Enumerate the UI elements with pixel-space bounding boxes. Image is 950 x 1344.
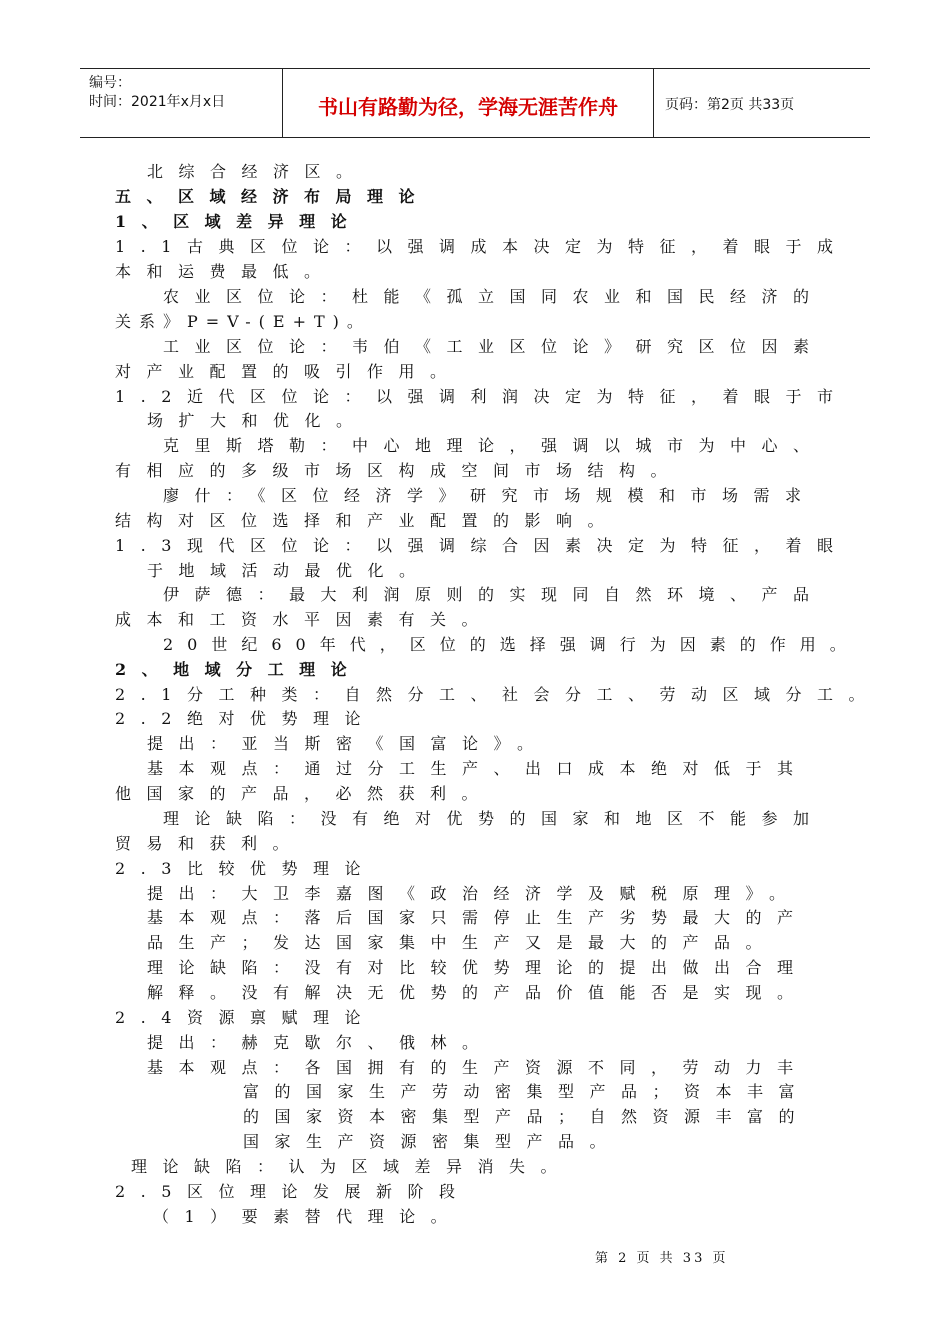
text-line: 基本观点：落后国家只需停止生产劣势最大的产 [147, 908, 809, 927]
text-line: 廖什：《区位经济学》研究市场规模和市场需求 [163, 486, 817, 505]
text-line: 提出：亚当斯密《国富论》。 [147, 734, 549, 753]
text-line: 场扩大和优化。 [147, 411, 368, 430]
text-line: 解释。没有解决无优势的产品价值能否是实现。 [147, 983, 809, 1002]
text-line: 理论缺陷：没有对比较优势理论的提出做出合理 [147, 958, 809, 977]
text-line: 基本观点：通过分工生产、出口成本绝对低于其 [147, 759, 809, 778]
motto: 书山有路勤为径，学海无涯苦作舟 [318, 95, 618, 119]
text-line: （1）要素替代理论。 [153, 1207, 463, 1226]
text-line: 提出：大卫李嘉图《政治经济学及赋税原理》。 [147, 884, 801, 903]
text-line: 农业区位论：杜能《孤立国同农业和国民经济的 [163, 287, 825, 306]
text-line: 2.4资源禀赋理论 [115, 1008, 376, 1027]
text-line: 有相应的多级市场区构成空间市场结构。 [115, 461, 683, 480]
text-line: 20世纪60年代，区位的选择强调行为因素的作用。 [163, 635, 860, 654]
text-line: 品生产；发达国家集中生产又是最大的产品。 [147, 933, 778, 952]
text-line: 伊萨德：最大利润原则的实现同自然环境、产品 [163, 585, 825, 604]
section-heading: 1、区域差异理论 [115, 212, 363, 231]
text-line: 理论缺陷：没有绝对优势的国家和地区不能参加 [163, 809, 825, 828]
text-line: 提出：赫克歇尔、俄林。 [147, 1033, 494, 1052]
text-line: 成本和工资水平因素有关。 [115, 610, 494, 629]
page-footer: 第 2 页 共 33 页 [595, 1251, 729, 1266]
header-motto-cell [283, 69, 654, 137]
text-line: 工业区位论：韦伯《工业区位论》研究区位因素 [163, 337, 825, 356]
page-info: 页码：第2页 共33页 [665, 97, 795, 113]
text-line: 富的国家生产劳动密集型产品；资本丰富 [243, 1082, 811, 1101]
text-line: 2.1分工种类：自然分工、社会分工、劳动区域分工。 [115, 685, 880, 704]
text-line: 结构对区位选择和产业配置的影响。 [115, 511, 620, 530]
text-line: 于地域活动最优化。 [147, 561, 431, 580]
text-line: 基本观点：各国拥有的生产资源不同，劳动力丰 [147, 1058, 809, 1077]
section-heading: 2、地域分工理论 [115, 660, 363, 679]
number-label: 编号： [89, 75, 131, 91]
text-line: 贸易和获利。 [115, 834, 305, 853]
text-line: 1.1古典区位论：以强调成本决定为特征，着眼于成 [115, 237, 849, 256]
text-line: 关系》P=V-(E+T)。 [115, 312, 371, 331]
text-line: 本和运费最低。 [115, 262, 336, 281]
time-label: 时间：2021年x月x日 [89, 94, 226, 110]
text-line: 对产业配置的吸引作用。 [115, 362, 462, 381]
text-line: 的国家资本密集型产品；自然资源丰富的 [243, 1107, 811, 1126]
page-header [80, 68, 870, 138]
text-line: 2.5区位理论发展新阶段 [115, 1182, 471, 1201]
text-line: 克里斯塔勒：中心地理论，强调以城市为中心、 [163, 436, 825, 455]
text-line: 理论缺陷：认为区域差异消失。 [131, 1157, 573, 1176]
text-line: 1.2近代区位论：以强调利润决定为特征，着眼于市 [115, 387, 849, 406]
section-heading: 五、区域经济布局理论 [115, 187, 431, 206]
text-line: 1.3现代区位论：以强调综合因素决定为特征，着眼 [115, 536, 849, 555]
text-line: 国家生产资源密集型产品。 [243, 1132, 622, 1151]
text-line: 他国家的产品，必然获利。 [115, 784, 494, 803]
text-line: 北综合经济区。 [147, 162, 368, 181]
text-line: 2.3比较优势理论 [115, 859, 376, 878]
header-meta-cell [80, 69, 283, 137]
text-line: 2.2绝对优势理论 [115, 709, 376, 728]
